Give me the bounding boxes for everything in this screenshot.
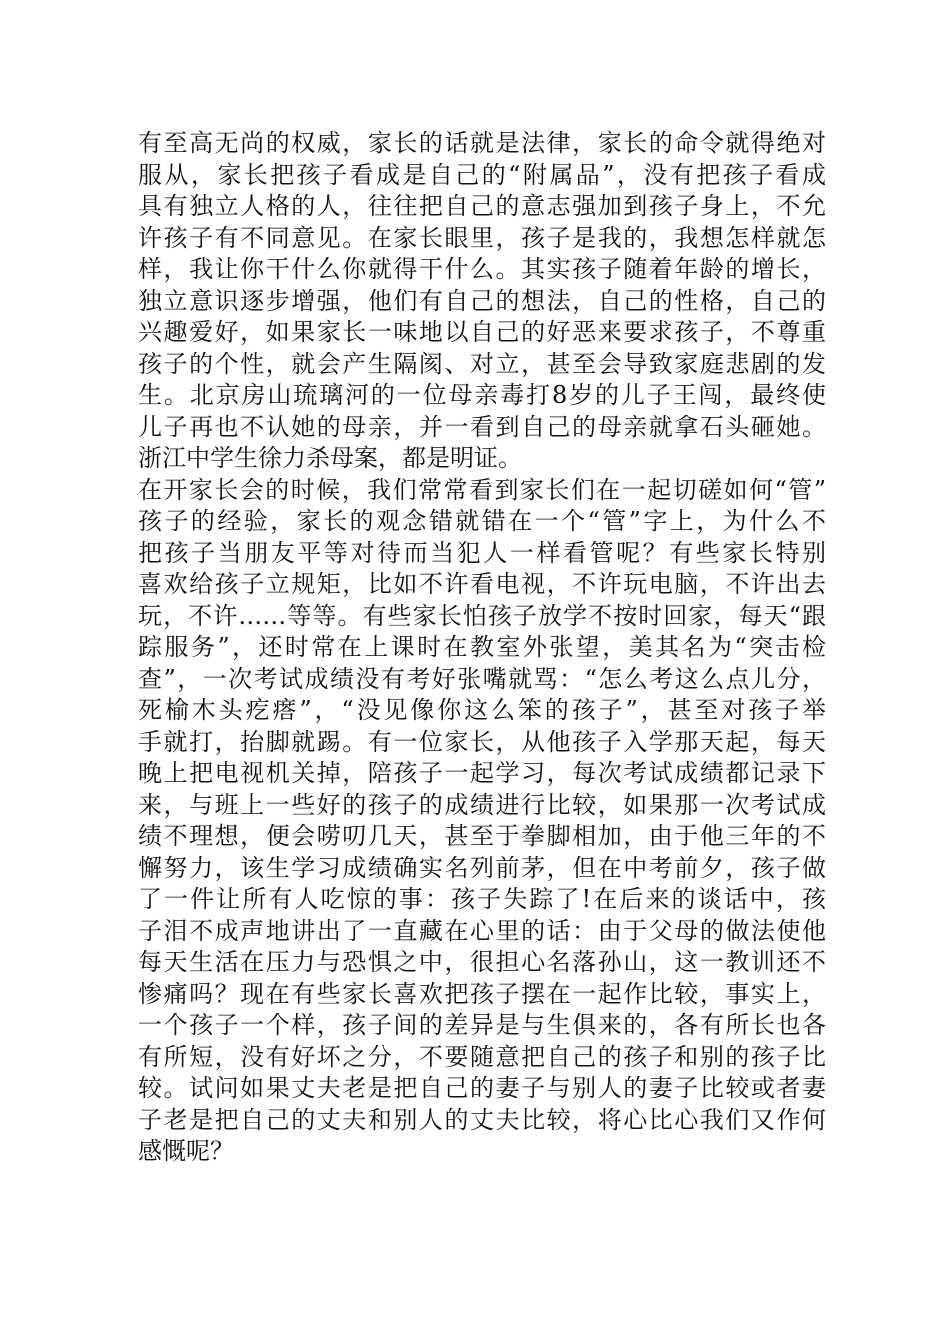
text-line: 浙江中学生徐力杀母案，都是明证。 xyxy=(138,444,522,472)
text-line: 子老是把自己的丈夫和别人的丈夫比较，将心比心我们又作何 xyxy=(138,1105,826,1134)
text-line: 具有独立人格的人，往往把自己的意志强加到孩子身上，不允 xyxy=(138,192,826,220)
text-line: 晚上把电视机关掉，陪孩子一起学习，每次考试成绩都记录下 xyxy=(138,759,826,787)
text-line: 兴趣爱好，如果家长一味地以自己的好恶来要求孩子，不尊重 xyxy=(138,318,826,346)
text-line: 在开家长会的时候，我们常常看到家长们在一起切磋如何“管” xyxy=(138,475,826,504)
text-line: 孩子的个性，就会产生隔阂、对立，甚至会导致家庭悲剧的发 xyxy=(138,349,826,378)
text-line: 惨痛吗？现在有些家长喜欢把孩子摆在一起作比较，事实上， xyxy=(138,979,826,1008)
paragraph-2 xyxy=(138,475,826,1168)
text-line: 有至高无尚的权威，家长的话就是法律，家长的命令就得绝对 xyxy=(138,129,826,157)
text-line: 玩，不许……等等。有些家长怕孩子放学不按时回家，每天“跟 xyxy=(138,601,826,630)
text-line: 有所短，没有好坏之分，不要随意把自己的孩子和别的孩子比 xyxy=(138,1042,826,1071)
text-line: 生。北京房山琉璃河的一位母亲毒打8岁的儿子王闯，最终使 xyxy=(138,381,826,409)
text-line: 把孩子当朋友平等对待而当犯人一样看管呢？有些家长特别 xyxy=(138,538,826,567)
text-line: 查”，一次考试成绩没有考好张嘴就骂：“怎么考这么点儿分， xyxy=(138,664,826,693)
text-line: 手就打，抬脚就踢。有一位家长，从他孩子入学那天起，每天 xyxy=(138,727,826,756)
text-line: 较。试问如果丈夫老是把自己的妻子与别人的妻子比较或者妻 xyxy=(138,1074,826,1102)
text-line: 子泪不成声地讲出了一直藏在心里的话：由于父母的做法使他 xyxy=(138,916,826,945)
text-line: 死榆木头疙瘩”，“没见像你这么笨的孩子”，甚至对孩子举 xyxy=(138,696,826,724)
text-line: 一个孩子一个样，孩子间的差异是与生俱来的，各有所长也各 xyxy=(138,1011,826,1039)
text-line: 来，与班上一些好的孩子的成绩进行比较，如果那一次考试成 xyxy=(138,790,826,819)
text-line: 样，我让你干什么你就得干什么。其实孩子随着年龄的增长， xyxy=(138,255,826,283)
text-line: 懈努力，该生学习成绩确实名列前茅，但在中考前夕，孩子做 xyxy=(138,853,826,882)
paragraph-1 xyxy=(138,128,826,475)
text-line: 感慨呢？ xyxy=(138,1137,234,1165)
text-line: 喜欢给孩子立规矩，比如不许看电视，不许玩电脑，不许出去 xyxy=(138,570,826,598)
text-line: 独立意识逐步增强，他们有自己的想法，自己的性格，自己的 xyxy=(138,286,826,315)
document-page xyxy=(138,128,826,1168)
text-line: 绩不理想，便会唠叨几天，甚至于拳脚相加，由于他三年的不 xyxy=(138,822,826,850)
text-line: 每天生活在压力与恐惧之中，很担心名落孙山，这一教训还不 xyxy=(138,948,826,976)
text-line: 踪服务”，还时常在上课时在教室外张望，美其名为“突击检 xyxy=(138,633,826,661)
text-line: 服从，家长把孩子看成是自己的“附属品”，没有把孩子看成 xyxy=(138,160,826,189)
text-line: 许孩子有不同意见。在家长眼里，孩子是我的，我想怎样就怎 xyxy=(138,223,826,252)
text-line: 孩子的经验，家长的观念错就错在一个“管”字上，为什么不 xyxy=(138,507,826,535)
text-line: 了一件让所有人吃惊的事：孩子失踪了!在后来的谈话中，孩 xyxy=(138,885,826,913)
text-line: 儿子再也不认她的母亲，并一看到自己的母亲就拿石头砸她。 xyxy=(138,412,826,441)
